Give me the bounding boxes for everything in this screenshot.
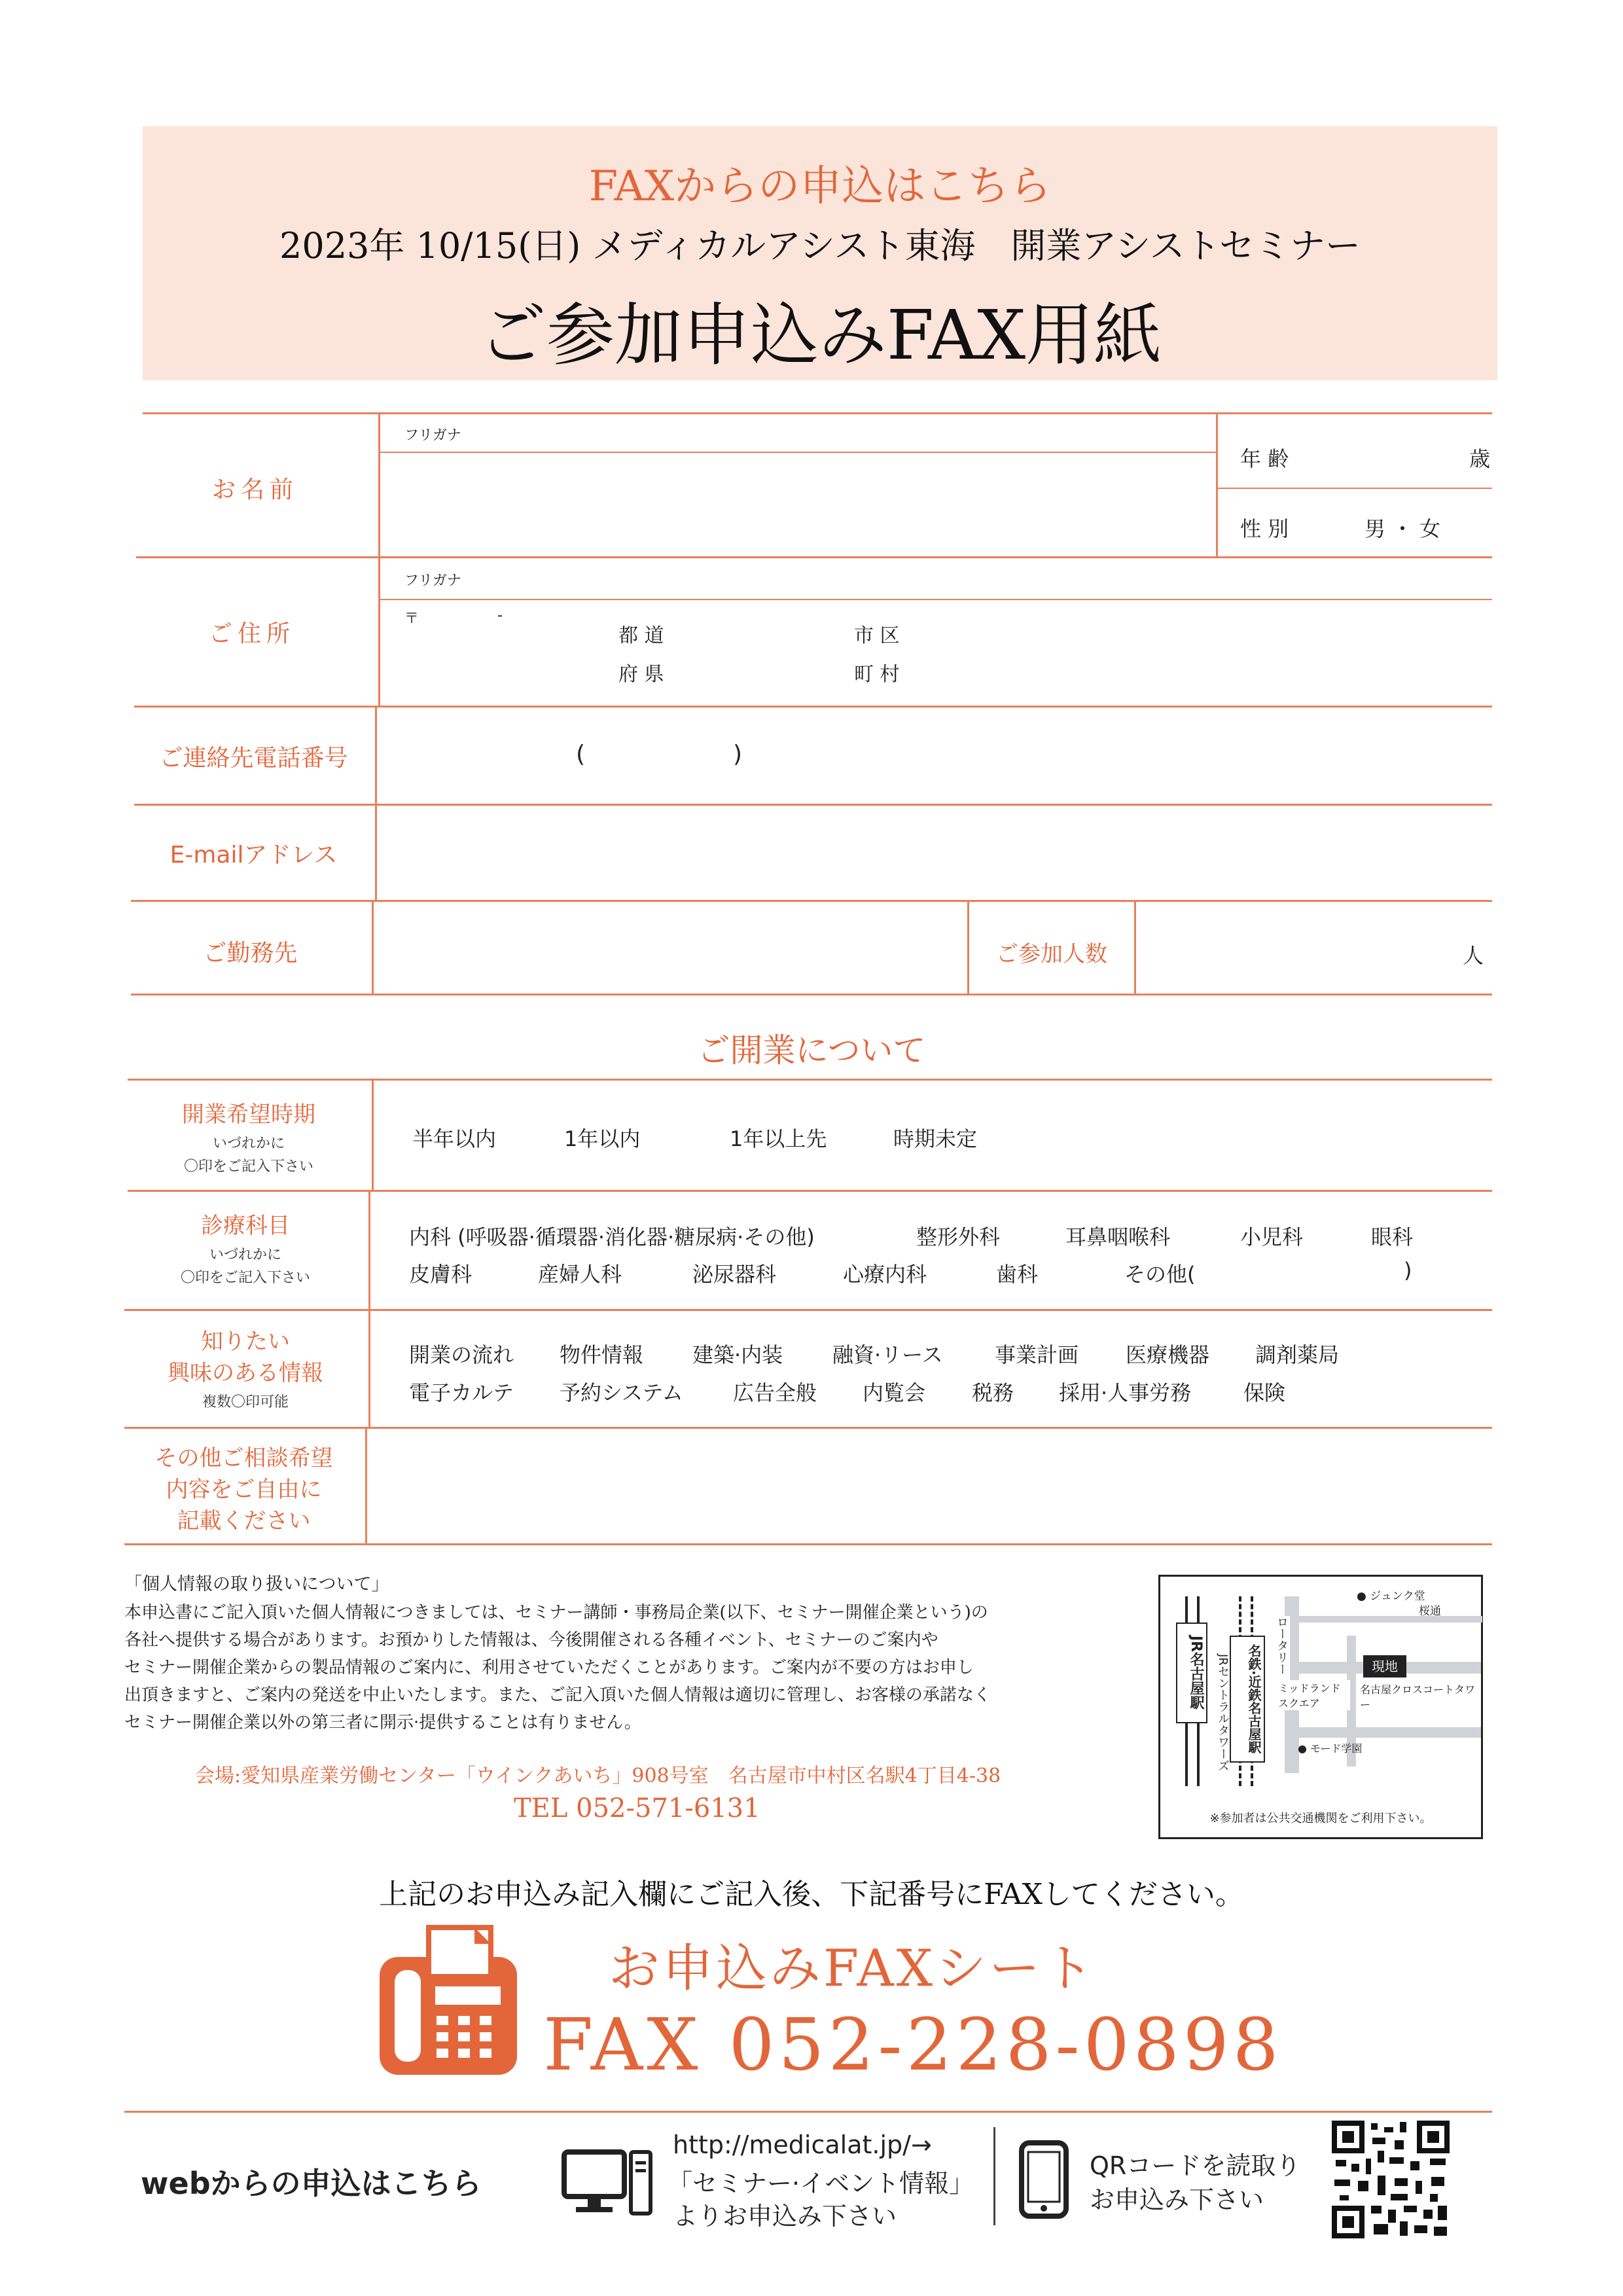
dept-ent[interactable]: 耳鼻咽喉科	[1065, 1225, 1171, 1249]
dept-dental[interactable]: 歯科	[996, 1262, 1039, 1287]
meitetsu-label: 名鉄·近鉄名古屋駅	[1230, 1636, 1265, 1763]
info-medical-equipment[interactable]: 医療機器	[1126, 1342, 1210, 1367]
timing-option-over-1-year[interactable]: 1年以上先	[730, 1126, 827, 1151]
workplace-field[interactable]	[376, 903, 965, 991]
info-reservation[interactable]: 予約システム	[560, 1380, 683, 1405]
site-marker: 現地	[1363, 1655, 1406, 1677]
timing-option-half-year[interactable]: 半年以内	[412, 1126, 497, 1151]
event-line: 2023年 10/15(日) メディカルアシスト東海 開業アシストセミナー	[279, 225, 1361, 266]
privacy-line-3: セミナー開催企業からの製品情報のご案内に、利用させていただくことがあります。ご案内が不要の方はお申し	[124, 1658, 974, 1677]
prefecture-label-2: 府 県	[618, 663, 664, 686]
department-note-2: 〇印をご記入下さい	[180, 1270, 310, 1286]
info-financing[interactable]: 融資·リース	[832, 1342, 943, 1367]
participants-field[interactable]	[1139, 903, 1453, 991]
other-label-2: 内容をご自由に	[166, 1477, 322, 1503]
name-label: お名前	[211, 476, 298, 503]
privacy-line-1: 本申込書にご記入頂いた個人情報につきましては、セミナー講師・事務局企業(以下、セミナー開催企業という)の	[124, 1603, 988, 1623]
department-note-1: いづれかに	[209, 1247, 281, 1263]
midland-label: ミッドランドスクエア	[1278, 1680, 1350, 1710]
email-label: E-mailアドレス	[169, 842, 338, 869]
privacy-title: 「個人情報の取り扱いについて」	[124, 1574, 389, 1594]
address-field[interactable]	[381, 601, 1489, 703]
info-hr[interactable]: 採用·人事労務	[1059, 1380, 1192, 1405]
info-advertising[interactable]: 広告全般	[733, 1380, 817, 1405]
dept-orthopedics[interactable]: 整形外科	[916, 1225, 1001, 1249]
dept-other-close: )	[1404, 1258, 1412, 1283]
info-business-plan[interactable]: 事業計画	[995, 1342, 1079, 1367]
other-label-1: その他ご相談希望	[154, 1445, 333, 1471]
name-furigana-label: フリガナ	[404, 427, 461, 444]
timing-option-undecided[interactable]: 時期未定	[893, 1126, 978, 1151]
jr-tower-label: JRセントラルタワーズ	[1207, 1654, 1231, 1772]
info-property[interactable]: 物件情報	[560, 1342, 644, 1367]
desktop-computer-icon	[562, 2147, 653, 2219]
header-box	[143, 126, 1497, 380]
info-insurance[interactable]: 保険	[1243, 1380, 1286, 1405]
fax-number[interactable]: FAX 052-228-0898	[543, 2003, 1283, 2087]
venue-tel: TEL 052-571-6131	[514, 1793, 760, 1823]
qr-code[interactable]	[1332, 2121, 1450, 2238]
fax-machine-icon	[376, 1921, 520, 2078]
web-url-line-3: よりお申込み下さい	[673, 2202, 897, 2231]
city-label-2: 町 村	[854, 663, 900, 686]
dept-other-field[interactable]	[1204, 1255, 1397, 1284]
prefecture-label-1: 都 道	[618, 624, 664, 647]
rotary-label: ロータリー	[1272, 1616, 1290, 1681]
phone-field[interactable]	[378, 708, 1489, 801]
info-pharmacy[interactable]: 調剤薬局	[1255, 1342, 1340, 1367]
info-note: 複数〇印可能	[202, 1394, 289, 1410]
smartphone-icon	[1018, 2140, 1070, 2219]
other-consult-field[interactable]	[370, 1429, 1489, 1541]
info-construction[interactable]: 建築·内装	[692, 1342, 783, 1367]
dept-psychosomatic[interactable]: 心療内科	[843, 1262, 927, 1287]
participants-label: ご参加人数	[996, 941, 1107, 967]
dept-urology[interactable]: 泌尿器科	[692, 1262, 777, 1287]
dept-obgyn[interactable]: 産婦人科	[538, 1262, 622, 1287]
fax-lead: FAXからの申込はこちら	[588, 162, 1052, 211]
web-lead: webからの申込はこちら	[141, 2166, 482, 2201]
age-unit: 歳	[1469, 446, 1491, 471]
workplace-label: ご勤務先	[203, 940, 298, 967]
qr-text-1: QRコードを読取り	[1090, 2151, 1301, 2180]
timing-label: 開業希望時期	[182, 1102, 315, 1128]
venue-text: 会場:愛知県産業労働センター「ウインクあいち」908号室 名古屋市中村区名駅4丁目4-38	[195, 1765, 1001, 1787]
postal-dash: -	[497, 607, 503, 624]
timing-option-1-year[interactable]: 1年以内	[564, 1126, 641, 1151]
age-label: 年 齢	[1240, 446, 1289, 471]
qr-text-2: お申込み下さい	[1090, 2185, 1264, 2214]
dept-pediatrics[interactable]: 小児科	[1240, 1225, 1304, 1249]
email-field[interactable]	[378, 806, 1489, 897]
timing-note-2: 〇印をご記入下さい	[183, 1158, 313, 1175]
other-label-3: 記載ください	[177, 1508, 311, 1534]
mode-gakuen-label: ● モード学園	[1298, 1742, 1363, 1755]
department-label: 診療科目	[201, 1213, 290, 1239]
info-emr[interactable]: 電子カルテ	[409, 1380, 514, 1405]
map-note: ※参加者は公共交通機関をご利用下さい。	[1209, 1812, 1432, 1825]
info-open-house[interactable]: 内覧会	[863, 1380, 926, 1405]
phone-paren-close: )	[733, 741, 743, 768]
age-field[interactable]	[1315, 432, 1459, 478]
address-furigana-label: フリガナ	[404, 573, 461, 589]
jr-station-label: JR名古屋駅	[1176, 1623, 1207, 1723]
privacy-line-2: 各社へ提供する場合があります。お預かりした情報は、今後開催される各種イベント、セミナーのご案内や	[124, 1630, 938, 1650]
web-url-line-1[interactable]: http://medicalat.jp/→	[673, 2130, 932, 2159]
privacy-line-4: 出頂きますと、ご案内の発送を中止いたします。また、ご記入頂いた個人情報は適切に管理し、お客様の承諾なく	[124, 1685, 991, 1705]
address-label: ご住所	[208, 620, 295, 647]
gender-options[interactable]: 男・女	[1364, 516, 1448, 541]
participants-unit: 人	[1463, 943, 1484, 968]
dept-ophthalmology[interactable]: 眼科	[1371, 1225, 1414, 1249]
info-tax[interactable]: 税務	[972, 1380, 1014, 1405]
phone-paren-open: (	[576, 741, 586, 768]
crosscourt-label: 名古屋クロスコートタワー	[1360, 1681, 1478, 1712]
fax-sheet-title: お申込みFAXシート	[609, 1939, 1097, 1998]
info-label-1: 知りたい	[201, 1329, 290, 1355]
sakuradori-label: 桜通	[1419, 1605, 1441, 1618]
practice-heading: ご開業について	[697, 1031, 926, 1069]
privacy-line-5: セミナー開催企業以外の第三者に開示·提供することは有りません。	[124, 1713, 641, 1732]
gender-label: 性 別	[1240, 516, 1289, 541]
fax-instruction: 上記のお申込み記入欄にご記入後、下記番号にFAXしてください。	[379, 1878, 1244, 1911]
page-title: ご参加申込みFAX用紙	[478, 295, 1162, 375]
dept-dermatology[interactable]: 皮膚科	[409, 1262, 473, 1287]
postal-mark: 〒	[404, 611, 419, 627]
phone-label: ご連絡先電話番号	[159, 745, 348, 772]
dept-other[interactable]: その他(	[1124, 1262, 1196, 1287]
info-opening-flow[interactable]: 開業の流れ	[409, 1342, 514, 1367]
dept-internal-medicine[interactable]: 内科 (呼吸器·循環器·消化器·糖尿病·その他)	[409, 1225, 815, 1249]
city-label-1: 市 区	[854, 624, 900, 647]
junkudo-label: ● ジュンク堂	[1357, 1590, 1425, 1603]
info-label-2: 興味のある情報	[168, 1360, 323, 1386]
web-url-line-2: 「セミナー·イベント情報」	[668, 2169, 974, 2198]
name-field[interactable]	[381, 454, 1213, 554]
timing-note-1: いづれかに	[212, 1136, 285, 1152]
access-map	[1158, 1575, 1483, 1839]
